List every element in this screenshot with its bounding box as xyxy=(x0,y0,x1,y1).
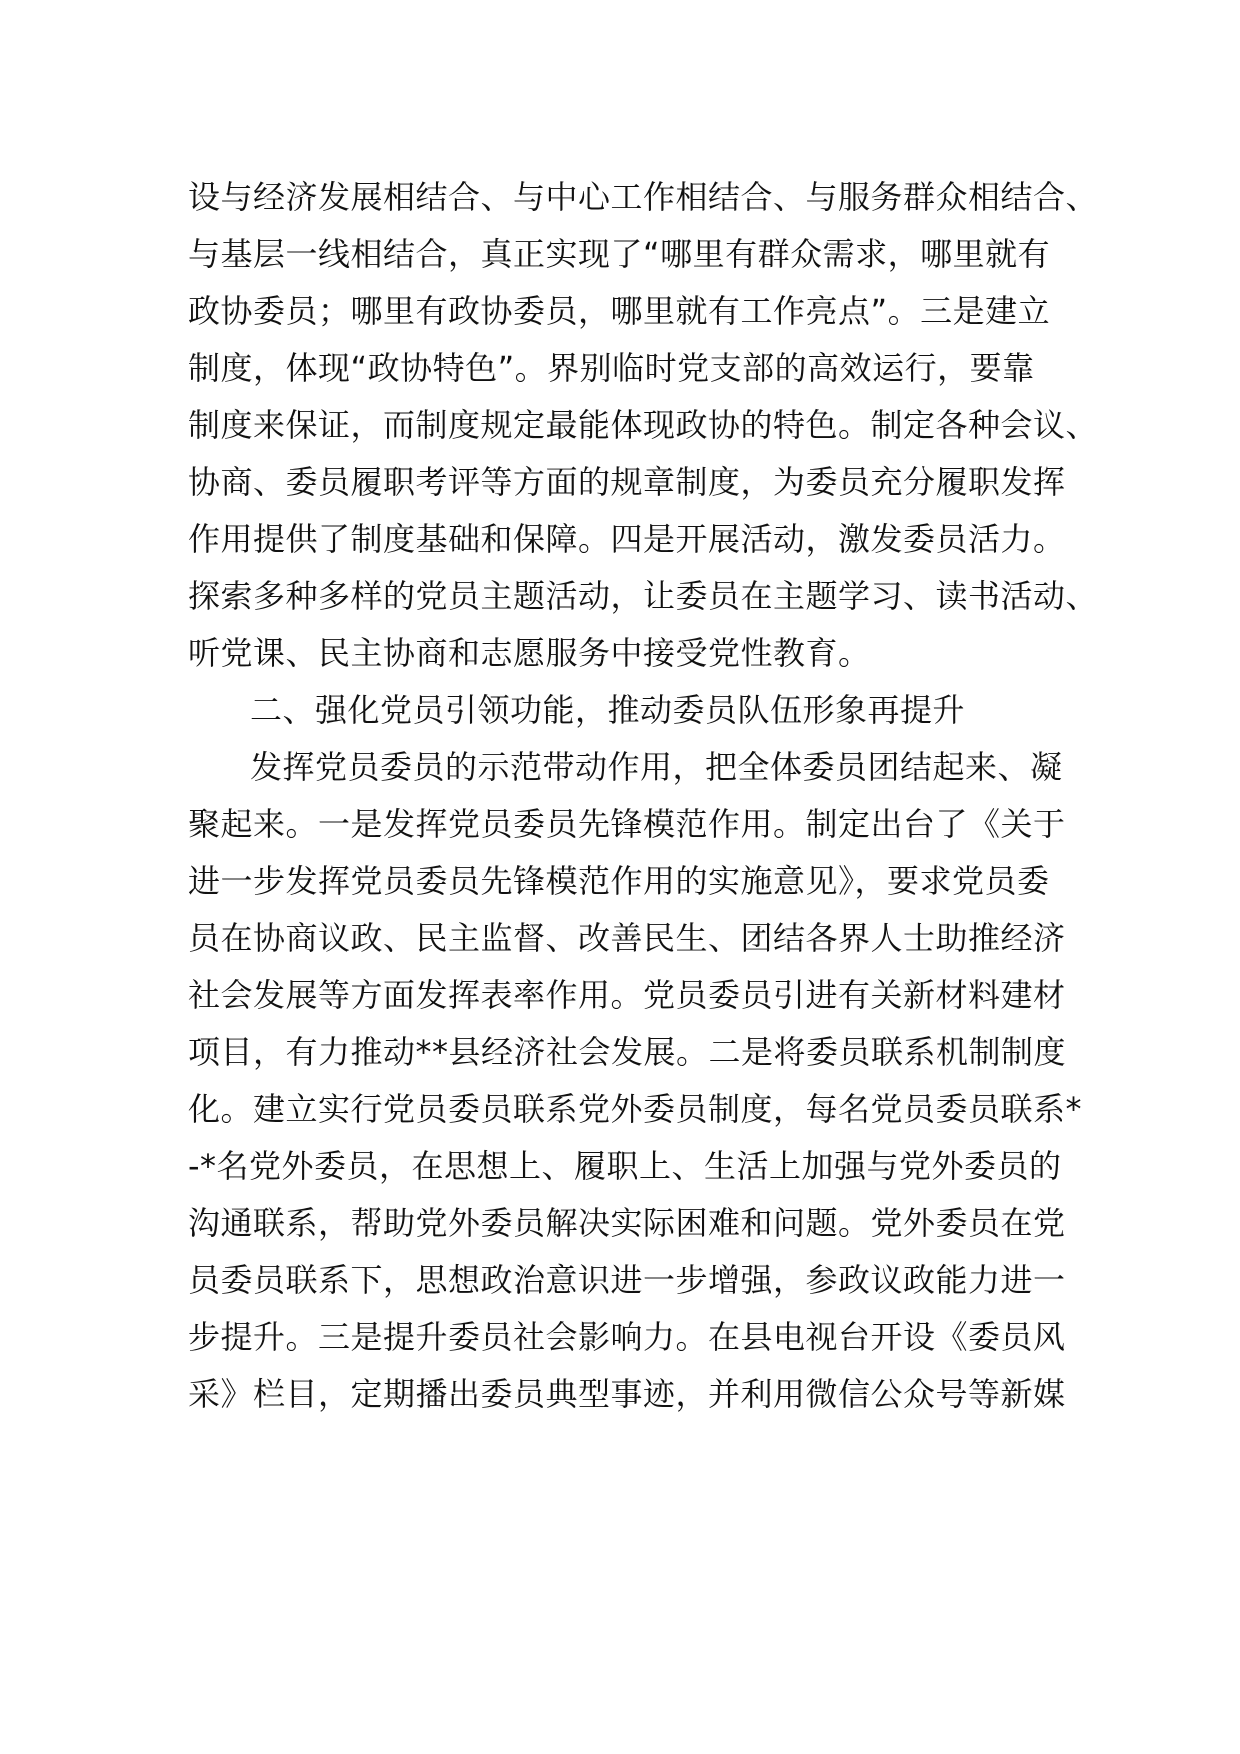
text-line-20: 员委员联系下，思想政治意识进一步增强，参政议政能力进一 xyxy=(188,1261,1066,1299)
text-line-5: 制度来保证，而制度规定最能体现政协的特色。制定各种会议、 xyxy=(188,406,1099,444)
text-line-18: -*名党外委员，在思想上、履职上、生活上加强与党外委员的 xyxy=(188,1147,1062,1185)
text-line-11: 发挥党员委员的示范带动作用，把全体委员团结起来、凝 xyxy=(250,748,1063,786)
text-line-3: 政协委员；哪里有政协委员，哪里就有工作亮点”。三是建立 xyxy=(188,292,1051,330)
text-line-7: 作用提供了制度基础和保障。四是开展活动，激发委员活力。 xyxy=(188,520,1066,558)
text-line-13: 进一步发挥党员委员先锋模范作用的实施意见》，要求党员委 xyxy=(188,862,1050,900)
text-line-15: 社会发展等方面发挥表率作用。党员委员引进有关新材料建材 xyxy=(188,976,1066,1014)
text-line-9: 听党课、民主协商和志愿服务中接受党性教育。 xyxy=(188,634,871,672)
text-line-8: 探索多种多样的党员主题活动，让委员在主题学习、读书活动、 xyxy=(188,577,1099,615)
text-line-21: 步提升。三是提升委员社会影响力。在县电视台开设《委员风 xyxy=(188,1318,1066,1356)
text-line-19: 沟通联系，帮助党外委员解决实际困难和问题。党外委员在党 xyxy=(188,1204,1066,1242)
text-line-17: 化。建立实行党员委员联系党外委员制度，每名党员委员联系* xyxy=(188,1090,1083,1128)
text-line-22: 采》栏目，定期播出委员典型事迹，并利用微信公众号等新媒 xyxy=(188,1375,1066,1413)
text-line-6: 协商、委员履职考评等方面的规章制度，为委员充分履职发挥 xyxy=(188,463,1066,501)
text-line-2: 与基层一线相结合，真正实现了“哪里有群众需求，哪里就有 xyxy=(188,235,1051,273)
text-line-1: 设与经济发展相结合、与中心工作相结合、与服务群众相结合、 xyxy=(188,178,1099,216)
text-line-16: 项目，有力推动**县经济社会发展。二是将委员联系机制制度 xyxy=(188,1033,1067,1071)
text-line-14: 员在协商议政、民主监督、改善民生、团结各界人士助推经济 xyxy=(188,919,1066,957)
text-line-12: 聚起来。一是发挥党员委员先锋模范作用。制定出台了《关于 xyxy=(188,805,1066,843)
text-line-4: 制度，体现“政协特色”。界别临时党支部的高效运行，要靠 xyxy=(188,349,1035,387)
section-heading: 二、强化党员引领功能，推动委员队伍形象再提升 xyxy=(250,691,966,729)
